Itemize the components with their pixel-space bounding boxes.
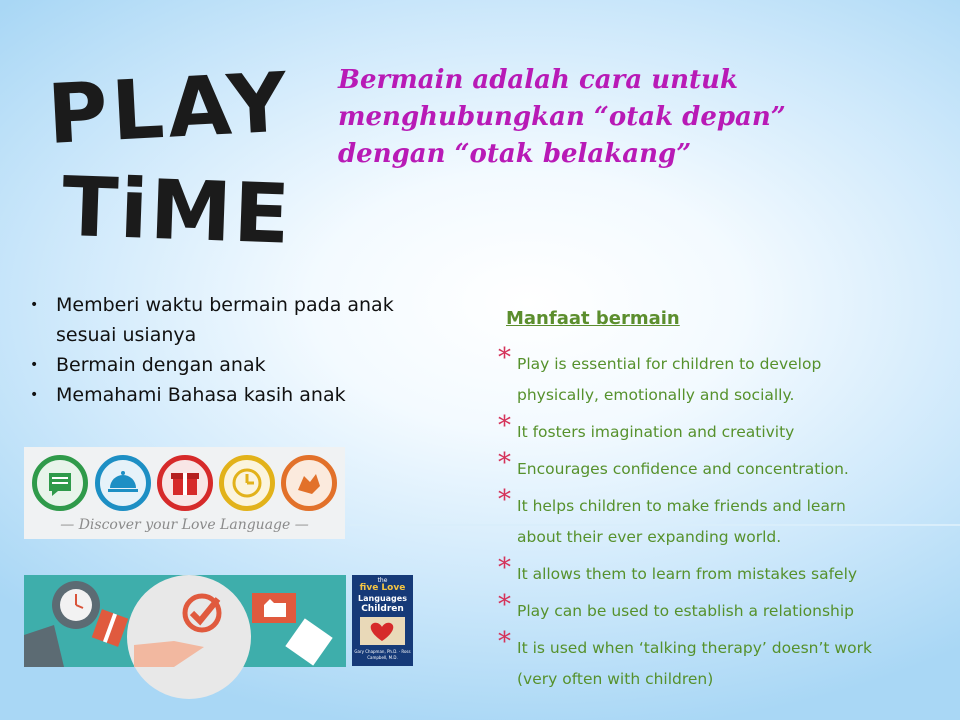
- book-title-children: Children: [361, 604, 404, 614]
- list-item: • Bermain dengan anak: [30, 350, 470, 380]
- book-title-languages: Languages: [358, 594, 407, 603]
- list-item: * It allows them to learn from mistakes safely: [498, 553, 858, 583]
- quote-line-3: dengan “otak belakang”: [338, 139, 692, 169]
- list-item: * Play can be used to establish a relationship: [498, 590, 855, 620]
- list-item: * Play is essential for children to develop physically, emotionally and socially.: [498, 343, 822, 404]
- list-item: * Encourages confidence and concentration.: [498, 448, 849, 478]
- list-item: • Memberi waktu bermain pada anak sesuai usianya: [30, 290, 470, 350]
- logo-line-1: PLAY: [45, 55, 294, 163]
- quote-text: [338, 62, 838, 173]
- book-authors: Gary Chapman, Ph.D. · Ross Campbell, M.D.: [354, 649, 411, 660]
- love-language-caption: — Discover your Love Language —: [60, 517, 309, 533]
- asterisk-icon: *: [498, 448, 511, 478]
- book-title-the: the: [377, 577, 388, 584]
- list-item: • Memahami Bahasa kasih anak: [30, 380, 470, 410]
- five-love-languages-book-cover: [352, 575, 413, 666]
- book-cover-art: [360, 617, 405, 645]
- asterisk-icon: *: [498, 343, 511, 373]
- list-item: * It fosters imagination and creativity: [498, 411, 795, 441]
- words-of-affirmation-icon: [32, 455, 88, 511]
- asterisk-icon: *: [498, 485, 511, 515]
- benefits-heading: Manfaat bermain: [506, 308, 680, 329]
- quote-line-2: menghubungkan “otak depan”: [338, 102, 786, 132]
- quote-line-1: Bermain adalah cara untuk: [338, 65, 738, 95]
- receiving-gifts-icon: [157, 455, 213, 511]
- list-item: * It is used when ‘talking therapy’ doesn’t work (very often with children): [498, 627, 872, 688]
- hand-icon: [285, 618, 332, 665]
- book-title-five-love: five Love: [359, 583, 406, 593]
- asterisk-icon: *: [498, 411, 511, 441]
- logo-line-2: TiME: [60, 159, 294, 263]
- divider-line: [350, 524, 960, 526]
- asterisk-icon: *: [498, 627, 511, 657]
- love-languages-image: [24, 447, 345, 539]
- parenting-tips-list: [30, 290, 470, 410]
- physical-touch-icon: [281, 455, 337, 511]
- play-time-logo: [44, 55, 294, 263]
- list-item: * It helps children to make friends and learn about their ever expanding world.: [498, 485, 846, 546]
- asterisk-icon: *: [498, 590, 511, 620]
- asterisk-icon: *: [498, 553, 511, 583]
- acts-of-service-icon: [95, 455, 151, 511]
- love-languages-hands-illustration: [24, 575, 346, 667]
- quality-time-icon: [219, 455, 275, 511]
